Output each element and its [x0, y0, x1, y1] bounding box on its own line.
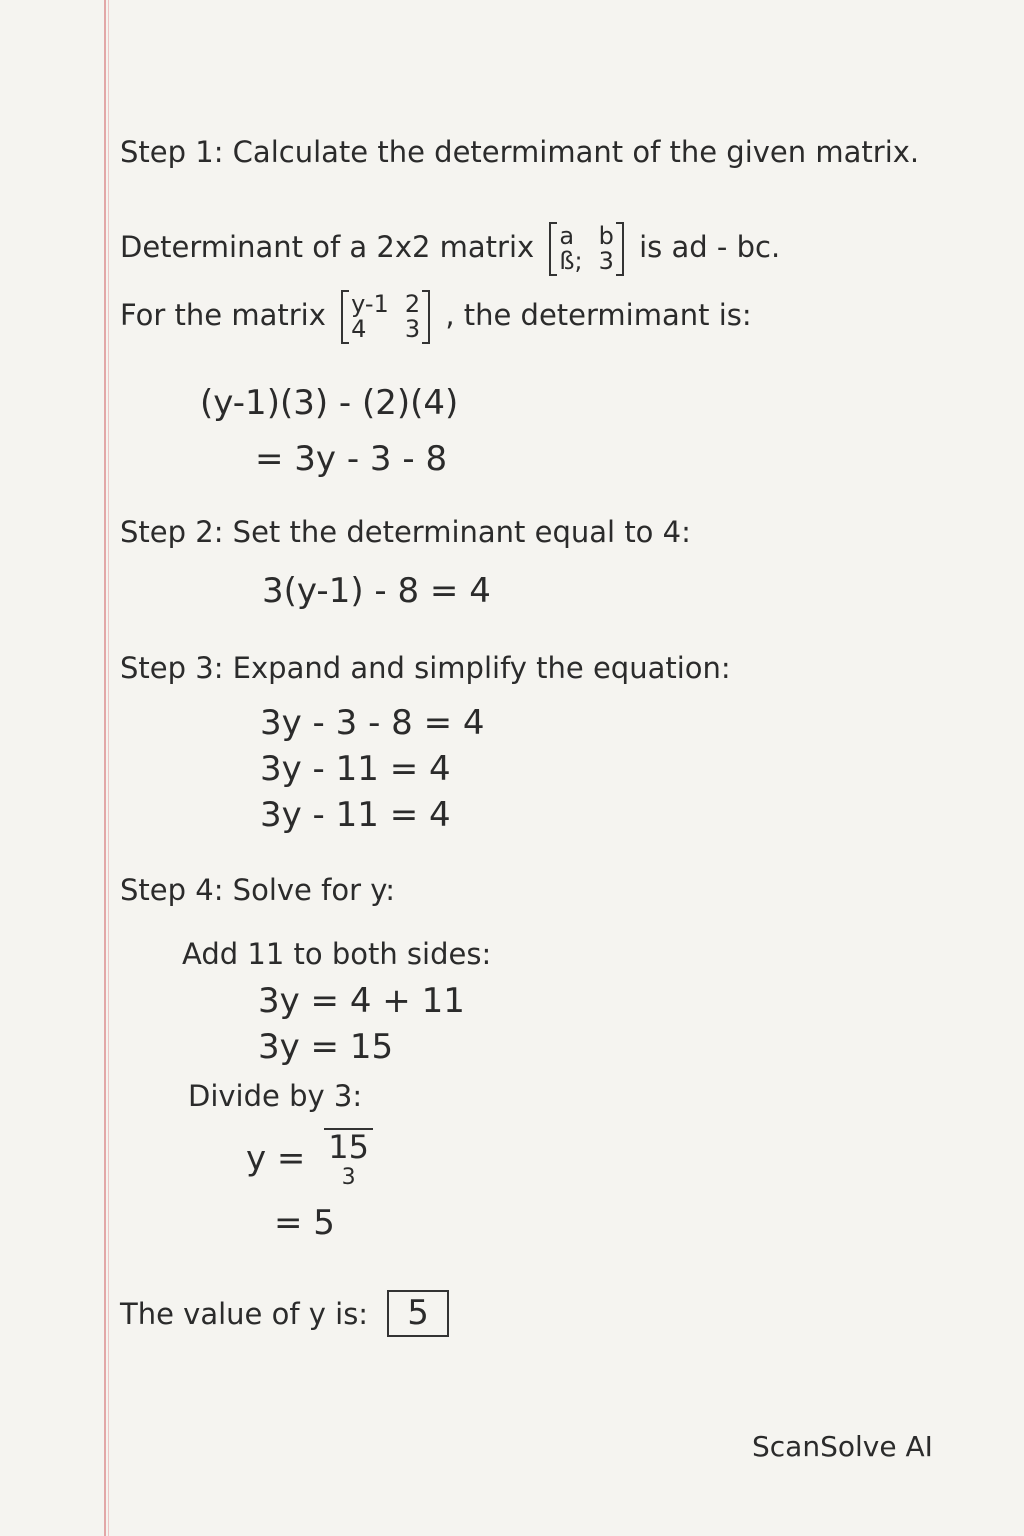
matrix-cell: 3	[404, 315, 421, 344]
matrix-cell: 4	[351, 315, 367, 344]
final-prefix: The value of y is:	[120, 1297, 369, 1331]
add-instruction: Add 11 to both sides:	[182, 937, 492, 971]
step1-title: Step 1: Calculate the determimant of the given matrix.	[120, 135, 920, 169]
step4-equation-1: 3y = 4 + 11	[258, 981, 465, 1021]
determinant-definition	[120, 222, 780, 276]
fraction-denominator: 3	[341, 1165, 356, 1191]
fraction	[324, 1128, 373, 1192]
final-answer-line	[120, 1290, 449, 1337]
result-equation: = 5	[274, 1203, 335, 1243]
for-suffix: , the determimant is:	[445, 298, 752, 333]
signature: ScanSolve AI	[752, 1430, 933, 1463]
step3-equation-3: 3y - 11 = 4	[260, 795, 451, 835]
margin-line-secondary	[108, 0, 109, 1536]
y-fraction-line	[246, 1128, 373, 1192]
for-prefix: For the matrix	[120, 298, 326, 333]
given-matrix	[341, 290, 430, 344]
final-answer-box: 5	[387, 1290, 449, 1337]
expression-1: (y-1)(3) - (2)(4)	[200, 383, 459, 423]
step3-title: Step 3: Expand and simplify the equation:	[120, 651, 731, 685]
step3-equation-2: 3y - 11 = 4	[260, 749, 451, 789]
matrix-cell: b	[598, 222, 614, 250]
expression-2: = 3y - 3 - 8	[255, 439, 448, 479]
step4-title: Step 4: Solve for y:	[120, 873, 396, 907]
matrix-cell: ß;	[559, 247, 583, 276]
matrix-cell: 2	[404, 290, 421, 318]
divide-instruction: Divide by 3:	[188, 1079, 363, 1113]
matrix-cell: a	[559, 222, 575, 250]
step4-equation-2: 3y = 15	[258, 1027, 394, 1067]
margin-line	[104, 0, 106, 1536]
det-def-suffix: is ad - bc.	[639, 230, 781, 265]
step3-equation-1: 3y - 3 - 8 = 4	[260, 703, 485, 743]
y-equals: y =	[246, 1138, 306, 1179]
step2-title: Step 2: Set the determinant equal to 4:	[120, 515, 691, 549]
det-def-prefix: Determinant of a 2x2 matrix	[120, 230, 535, 265]
step2-equation: 3(y-1) - 8 = 4	[262, 571, 491, 611]
generic-matrix	[549, 222, 623, 276]
fraction-numerator: 15	[324, 1128, 373, 1165]
matrix-cell: 3	[598, 247, 614, 276]
matrix-cell: y-1	[351, 290, 389, 318]
for-the-matrix-line	[120, 290, 752, 344]
